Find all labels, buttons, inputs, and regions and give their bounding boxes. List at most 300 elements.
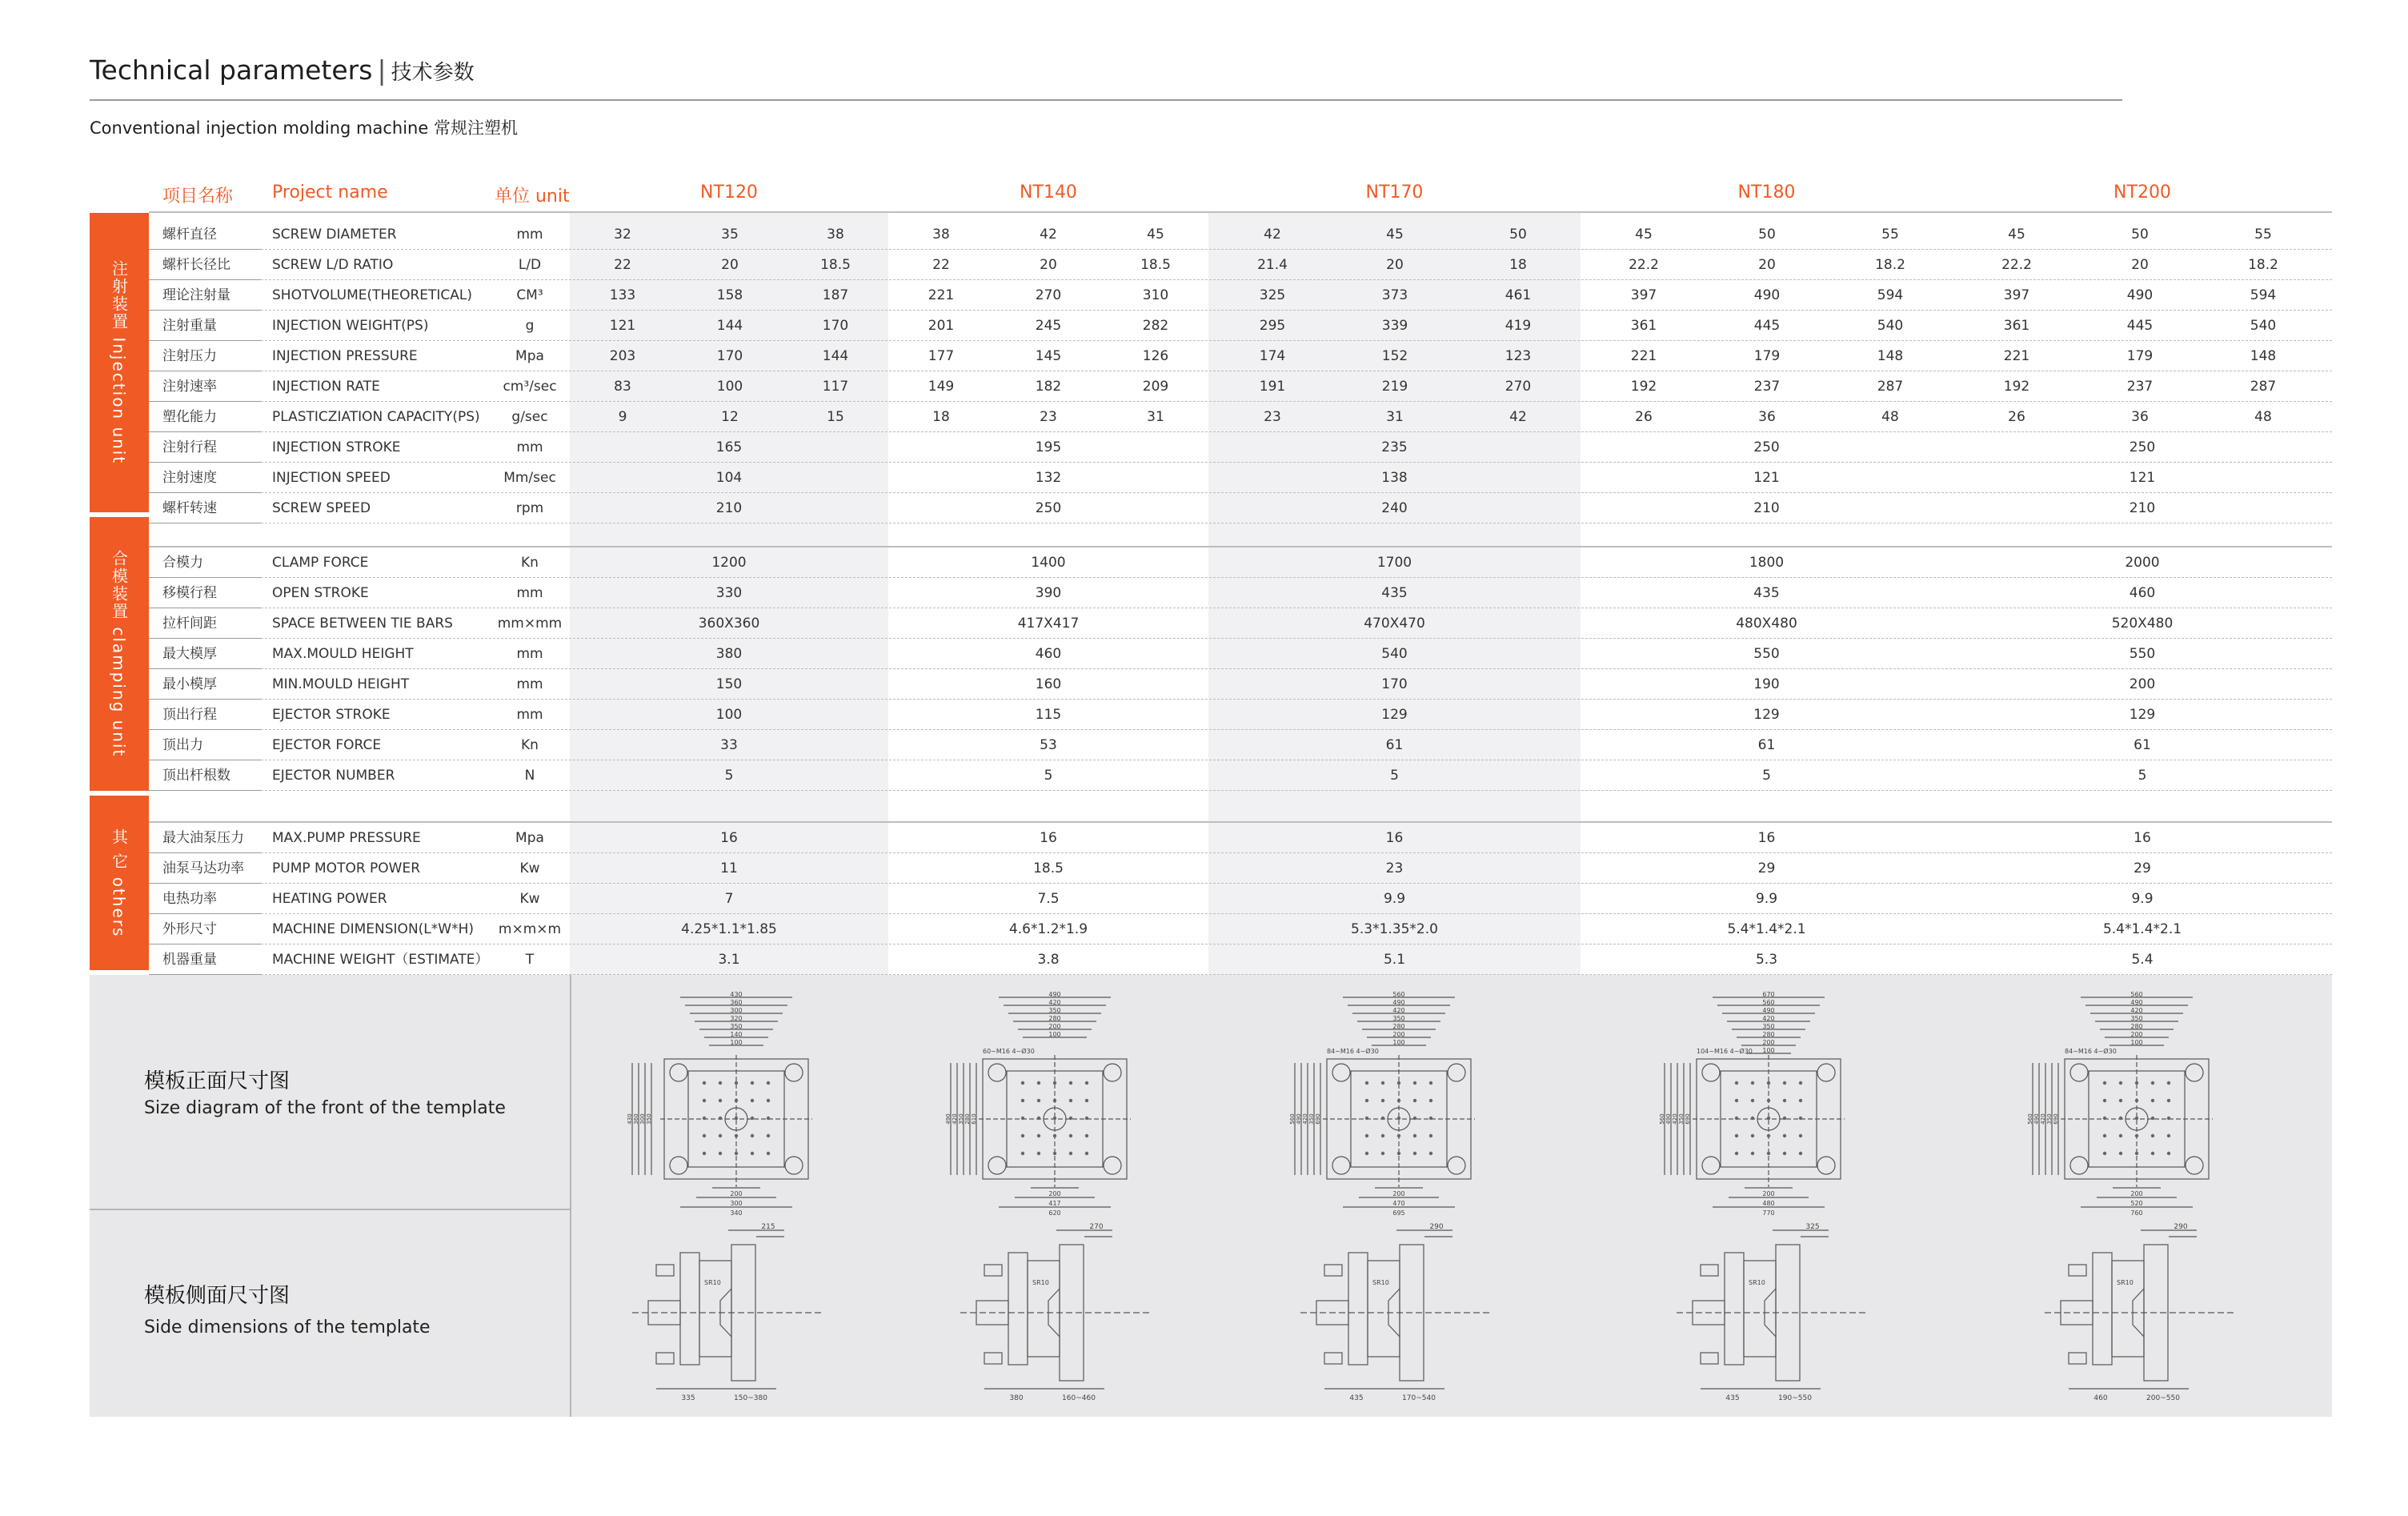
value-cell: 115 <box>1035 707 1062 723</box>
model-header-1: NT140 <box>1020 182 1077 203</box>
table-row <box>149 639 2332 669</box>
svg-text:200~550: 200~550 <box>2146 1394 2180 1402</box>
value-cell: 1200 <box>711 555 747 571</box>
value-cell: 250 <box>1035 500 1062 516</box>
side-diagram-subtitle: Side dimensions of the template <box>144 1317 431 1338</box>
side-template-drawing <box>624 1221 848 1413</box>
svg-text:690: 690 <box>2053 1113 2059 1125</box>
value-cell: 26 <box>2008 409 2025 425</box>
value-cell: 18.5 <box>1140 257 1171 273</box>
svg-text:435: 435 <box>1725 1394 1740 1402</box>
svg-text:SR10: SR10 <box>2117 1279 2134 1286</box>
row-label-en: INJECTION STROKE <box>272 439 401 455</box>
header-project-name: Project name <box>272 182 388 203</box>
value-cell: 195 <box>1035 439 1062 455</box>
svg-text:300: 300 <box>730 1007 743 1014</box>
model-header-0: NT120 <box>700 182 758 203</box>
value-cell: 38 <box>932 227 950 243</box>
svg-text:100: 100 <box>1392 1039 1405 1046</box>
svg-text:325: 325 <box>1805 1223 1820 1231</box>
row-label-cn: 最大油泵压力 <box>162 830 244 846</box>
value-cell: 5.3 <box>1755 952 1778 968</box>
value-cell: 490 <box>2126 287 2154 303</box>
value-cell: 480X480 <box>1736 616 1797 632</box>
value-cell: 121 <box>609 318 636 334</box>
svg-text:560: 560 <box>1289 1113 1296 1125</box>
svg-text:490: 490 <box>1762 1007 1775 1014</box>
value-cell: 144 <box>716 318 743 334</box>
svg-text:560: 560 <box>2130 991 2143 998</box>
svg-text:350: 350 <box>1392 1015 1405 1022</box>
value-cell: 3.1 <box>718 952 740 968</box>
value-cell: 5.4*1.4*2.1 <box>2102 921 2182 937</box>
row-label-en: INJECTION SPEED <box>272 470 391 486</box>
table-row <box>149 944 2332 975</box>
value-cell: 9 <box>618 409 627 425</box>
value-cell: 203 <box>609 348 636 364</box>
svg-text:270: 270 <box>1089 1223 1104 1231</box>
value-cell: 282 <box>1142 318 1169 334</box>
value-cell: 148 <box>1877 348 1904 364</box>
value-cell: 5 <box>1044 768 1053 784</box>
row-label-en: MACHINE WEIGHT（ESTIMATE） <box>272 952 489 968</box>
svg-text:420: 420 <box>952 1113 958 1125</box>
value-cell: 330 <box>715 585 743 601</box>
value-cell: 594 <box>1877 287 1904 303</box>
table-row <box>149 760 2332 791</box>
svg-text:150~380: 150~380 <box>734 1394 767 1402</box>
value-cell: 7.5 <box>1037 891 1060 907</box>
svg-text:350: 350 <box>1048 1007 1061 1014</box>
value-cell: 20 <box>1040 257 1057 273</box>
value-cell: 117 <box>822 379 849 395</box>
value-cell: 48 <box>2254 409 2272 425</box>
value-cell: 1800 <box>1749 555 1785 571</box>
value-cell: 270 <box>1504 379 1532 395</box>
value-cell: 22 <box>614 257 631 273</box>
svg-text:200: 200 <box>1392 1031 1405 1038</box>
value-cell: 20 <box>1386 257 1404 273</box>
svg-text:100: 100 <box>2130 1039 2143 1046</box>
value-cell: 16 <box>2134 830 2151 846</box>
value-cell: 325 <box>1259 287 1286 303</box>
value-cell: 192 <box>2003 379 2030 395</box>
row-label-cn: 顶出行程 <box>162 707 217 723</box>
row-label-cn: 螺杆转速 <box>162 500 217 516</box>
row-label-en: MAX.MOULD HEIGHT <box>272 646 414 662</box>
svg-text:170~540: 170~540 <box>1402 1394 1436 1402</box>
row-unit: mm <box>516 646 543 662</box>
value-cell: 594 <box>2250 287 2277 303</box>
page-title: Technical parameters | 技术参数 <box>90 54 475 86</box>
value-cell: 20 <box>1758 257 1776 273</box>
value-cell: 18.2 <box>2248 257 2278 273</box>
value-cell: 126 <box>1142 348 1169 364</box>
value-cell: 540 <box>2250 318 2277 334</box>
svg-text:350: 350 <box>1678 1113 1685 1125</box>
value-cell: 16 <box>1385 830 1404 846</box>
value-cell: 435 <box>1753 585 1780 601</box>
value-cell: 18.2 <box>1875 257 1905 273</box>
value-cell: 201 <box>928 318 955 334</box>
row-label-cn: 外形尺寸 <box>162 921 217 937</box>
row-label-cn: 最大模厚 <box>162 646 217 662</box>
value-cell: 520X480 <box>2111 616 2174 632</box>
svg-text:60~M16 4~Ø30: 60~M16 4~Ø30 <box>983 1048 1035 1055</box>
value-cell: 144 <box>822 348 849 364</box>
table-row <box>149 608 2332 639</box>
value-cell: 83 <box>614 379 631 395</box>
row-label-en: PLASTICZIATION CAPACITY(PS) <box>272 409 480 425</box>
svg-text:280: 280 <box>1762 1031 1775 1038</box>
value-cell: 397 <box>1630 287 1657 303</box>
svg-text:460: 460 <box>2093 1394 2108 1402</box>
value-cell: 23 <box>1040 409 1057 425</box>
value-cell: 417X417 <box>1017 616 1080 632</box>
table-row <box>149 463 2332 493</box>
value-cell: 240 <box>1381 500 1408 516</box>
value-cell: 5 <box>1390 768 1399 784</box>
svg-text:SR10: SR10 <box>704 1279 721 1286</box>
row-unit: Kn <box>521 555 539 571</box>
svg-text:280: 280 <box>1048 1015 1061 1022</box>
svg-text:320: 320 <box>730 1015 743 1022</box>
row-label-en: MACHINE DIMENSION(L*W*H) <box>272 921 474 937</box>
value-cell: 16 <box>720 830 738 846</box>
value-cell: 187 <box>822 287 849 303</box>
svg-text:SR10: SR10 <box>1032 1279 1049 1286</box>
side-diagram-title: 模板侧面尺寸图 <box>144 1284 290 1308</box>
value-cell: 250 <box>2129 439 2156 455</box>
value-cell: 18.5 <box>820 257 851 273</box>
svg-text:420: 420 <box>2040 1113 2046 1125</box>
svg-text:280: 280 <box>1392 1023 1405 1030</box>
value-cell: 150 <box>715 676 743 692</box>
row-label-en: INJECTION RATE <box>272 379 380 395</box>
value-cell: 190 <box>1753 676 1780 692</box>
value-cell: 419 <box>1504 318 1532 334</box>
row-unit: mm <box>516 585 543 601</box>
row-unit: mm <box>516 227 543 243</box>
svg-text:420: 420 <box>1392 1007 1405 1014</box>
svg-text:350: 350 <box>2130 1015 2143 1022</box>
value-cell: 20 <box>721 257 739 273</box>
table-row <box>149 700 2332 730</box>
svg-text:200: 200 <box>1392 1190 1405 1197</box>
svg-text:770: 770 <box>1762 1209 1775 1217</box>
value-cell: 5.4*1.4*2.1 <box>1727 921 1806 937</box>
table-row <box>149 280 2332 311</box>
row-unit: T <box>525 952 535 968</box>
svg-text:84~M16 4~Ø30: 84~M16 4~Ø30 <box>2065 1048 2117 1055</box>
svg-text:620: 620 <box>1048 1209 1061 1217</box>
value-cell: 55 <box>2254 227 2272 243</box>
svg-text:160~460: 160~460 <box>1062 1394 1096 1402</box>
value-cell: 21.4 <box>1257 257 1288 273</box>
value-cell: 295 <box>1259 318 1286 334</box>
value-cell: 490 <box>1753 287 1781 303</box>
row-label-en: INJECTION PRESSURE <box>272 348 418 364</box>
diagram-divider-horizontal <box>90 1209 570 1210</box>
value-cell: 250 <box>1753 439 1780 455</box>
row-label-cn: 机器重量 <box>162 952 217 968</box>
svg-text:300: 300 <box>639 1113 646 1125</box>
value-cell: 210 <box>1753 500 1780 516</box>
value-cell: 104 <box>715 470 743 486</box>
svg-text:610: 610 <box>971 1113 977 1125</box>
row-label-en: SHOTVOLUME(THEORETICAL) <box>272 287 473 303</box>
svg-text:690: 690 <box>1685 1113 1691 1125</box>
value-cell: 170 <box>1381 676 1408 692</box>
svg-text:760: 760 <box>2130 1209 2143 1217</box>
svg-text:200: 200 <box>1762 1039 1775 1046</box>
table-row <box>149 493 2332 523</box>
svg-text:470: 470 <box>1392 1200 1405 1207</box>
value-cell: 310 <box>1142 287 1169 303</box>
row-label-cn: 注射速度 <box>162 470 217 486</box>
table-row <box>149 219 2332 250</box>
value-cell: 31 <box>1386 409 1404 425</box>
row-unit: Mpa <box>515 348 544 364</box>
row-unit: mm <box>516 676 543 692</box>
table-row <box>149 432 2332 463</box>
row-label-cn: 注射行程 <box>162 439 217 455</box>
value-cell: 460 <box>2129 585 2156 601</box>
value-cell: 36 <box>2131 409 2149 425</box>
svg-text:690: 690 <box>1315 1113 1321 1125</box>
svg-text:420: 420 <box>1048 999 1061 1006</box>
svg-text:200: 200 <box>2130 1031 2143 1038</box>
section-label-1: 合模装置 clamping unit <box>109 550 129 758</box>
row-label-cn: 螺杆长径比 <box>162 257 230 273</box>
value-cell: 5.3*1.35*2.0 <box>1351 921 1438 937</box>
row-label-en: INJECTION WEIGHT(PS) <box>272 318 429 334</box>
front-diagram-title: 模板正面尺寸图 <box>144 1069 290 1093</box>
title-rule <box>90 99 2122 101</box>
svg-text:560: 560 <box>1392 991 1405 998</box>
value-cell: 38 <box>827 227 844 243</box>
value-cell: 123 <box>1504 348 1532 364</box>
value-cell: 3.8 <box>1037 952 1060 968</box>
row-unit: CM³ <box>516 287 543 303</box>
value-cell: 45 <box>1386 227 1404 243</box>
row-unit: mm <box>516 707 543 723</box>
row-label-cn: 合模力 <box>162 555 203 571</box>
row-label-cn: 电热功率 <box>162 891 217 907</box>
value-cell: 138 <box>1381 470 1408 486</box>
diagram-background <box>90 975 2332 1417</box>
front-diagram-subtitle: Size diagram of the front of the template <box>144 1098 506 1118</box>
value-cell: 245 <box>1035 318 1062 334</box>
value-cell: 48 <box>1881 409 1899 425</box>
value-cell: 16 <box>1040 830 1057 846</box>
svg-text:140: 140 <box>730 1031 743 1038</box>
value-cell: 5 <box>724 768 734 784</box>
value-cell: 61 <box>2134 737 2151 753</box>
svg-text:435: 435 <box>1349 1394 1364 1402</box>
value-cell: 174 <box>1259 348 1286 364</box>
svg-text:490: 490 <box>945 1113 952 1125</box>
value-cell: 50 <box>2131 227 2149 243</box>
value-cell: 45 <box>1635 227 1653 243</box>
value-cell: 235 <box>1381 439 1408 455</box>
svg-text:SR10: SR10 <box>1749 1279 1765 1286</box>
row-label-en: MIN.MOULD HEIGHT <box>272 676 410 692</box>
value-cell: 550 <box>2129 646 2156 662</box>
value-cell: 45 <box>2008 227 2025 243</box>
svg-text:100: 100 <box>1762 1047 1775 1054</box>
svg-text:350: 350 <box>646 1113 652 1125</box>
svg-text:380: 380 <box>1009 1394 1024 1402</box>
svg-text:350: 350 <box>1308 1113 1315 1125</box>
value-cell: 42 <box>1040 227 1057 243</box>
front-template-drawing <box>2017 983 2257 1223</box>
table-row <box>149 730 2332 760</box>
value-cell: 397 <box>2003 287 2030 303</box>
row-label-cn: 注射压力 <box>162 348 217 364</box>
value-cell: 221 <box>2003 348 2030 364</box>
value-cell: 361 <box>2003 318 2030 334</box>
svg-text:100: 100 <box>730 1039 743 1046</box>
svg-text:695: 695 <box>1392 1209 1405 1217</box>
value-cell: 170 <box>716 348 743 364</box>
row-unit: m×m×m <box>498 921 562 937</box>
value-cell: 360X360 <box>698 616 760 632</box>
svg-text:360: 360 <box>633 1113 639 1125</box>
value-cell: 540 <box>1877 318 1904 334</box>
svg-text:490: 490 <box>1665 1113 1672 1125</box>
table-row <box>149 371 2332 402</box>
value-cell: 1400 <box>1031 555 1066 571</box>
svg-text:100: 100 <box>1048 1031 1061 1038</box>
svg-text:417: 417 <box>1048 1200 1061 1207</box>
value-cell: 460 <box>1035 646 1062 662</box>
value-cell: 100 <box>716 379 743 395</box>
svg-text:84~M16 4~Ø30: 84~M16 4~Ø30 <box>1327 1048 1379 1055</box>
row-unit: Kw <box>519 860 540 876</box>
value-cell: 1700 <box>1376 555 1412 571</box>
row-unit: N <box>524 768 535 784</box>
value-cell: 461 <box>1504 287 1532 303</box>
value-cell: 170 <box>822 318 849 334</box>
value-cell: 42 <box>1509 409 1527 425</box>
value-cell: 237 <box>1753 379 1781 395</box>
row-label-cn: 移模行程 <box>162 585 217 601</box>
value-cell: 33 <box>720 737 738 753</box>
row-label-en: SCREW DIAMETER <box>272 227 397 243</box>
svg-text:560: 560 <box>2027 1113 2033 1125</box>
svg-text:200: 200 <box>730 1190 743 1197</box>
value-cell: 4.25*1.1*1.85 <box>681 921 777 937</box>
row-label-cn: 拉杆间距 <box>162 616 217 632</box>
value-cell: 121 <box>1753 470 1780 486</box>
svg-text:215: 215 <box>761 1223 775 1231</box>
row-label-cn: 最小模厚 <box>162 676 217 692</box>
row-label-en: OPEN STROKE <box>272 585 369 601</box>
row-unit: Mpa <box>515 830 544 846</box>
value-cell: 165 <box>715 439 743 455</box>
value-cell: 209 <box>1142 379 1169 395</box>
row-label-cn: 理论注射量 <box>162 287 230 303</box>
value-cell: 100 <box>715 707 743 723</box>
svg-text:420: 420 <box>1302 1113 1308 1125</box>
value-cell: 445 <box>1753 318 1781 334</box>
header-item-cn: 项目名称 <box>162 186 234 207</box>
value-cell: 18 <box>1509 257 1527 273</box>
svg-text:350: 350 <box>1762 1023 1775 1030</box>
table-row <box>149 669 2332 700</box>
table-row <box>149 884 2332 914</box>
row-unit: Kn <box>521 737 539 753</box>
value-cell: 470X470 <box>1364 616 1425 632</box>
svg-text:520: 520 <box>2130 1200 2143 1207</box>
value-cell: 191 <box>1259 379 1286 395</box>
svg-text:430: 430 <box>730 991 743 998</box>
table-row <box>149 914 2332 944</box>
svg-text:200: 200 <box>1048 1023 1061 1030</box>
row-unit: g <box>525 318 535 334</box>
front-template-drawing <box>1649 983 1889 1223</box>
value-cell: 11 <box>720 860 738 876</box>
value-cell: 121 <box>2129 470 2156 486</box>
section-label-2: 其 它 others <box>109 828 129 938</box>
row-label-en: MAX.PUMP PRESSURE <box>272 830 421 846</box>
svg-text:300: 300 <box>730 1200 743 1207</box>
value-cell: 22.2 <box>1629 257 1659 273</box>
value-cell: 23 <box>1264 409 1281 425</box>
value-cell: 22 <box>932 257 950 273</box>
value-cell: 390 <box>1035 585 1062 601</box>
value-cell: 15 <box>827 409 844 425</box>
row-unit: g/sec <box>511 409 548 425</box>
svg-text:280: 280 <box>2130 1023 2143 1030</box>
value-cell: 361 <box>1630 318 1657 334</box>
value-cell: 5 <box>1762 768 1771 784</box>
row-label-en: EJECTOR NUMBER <box>272 768 395 784</box>
row-label-en: SPACE BETWEEN TIE BARS <box>272 616 453 632</box>
value-cell: 339 <box>1381 318 1408 334</box>
svg-text:430: 430 <box>627 1113 633 1125</box>
svg-text:290: 290 <box>2174 1223 2188 1231</box>
value-cell: 42 <box>1264 227 1281 243</box>
svg-text:335: 335 <box>681 1394 695 1402</box>
svg-text:480: 480 <box>1762 1200 1775 1207</box>
value-cell: 237 <box>2126 379 2154 395</box>
value-cell: 31 <box>1147 409 1164 425</box>
row-label-en: PUMP MOTOR POWER <box>272 860 421 876</box>
front-template-drawing <box>935 983 1175 1223</box>
row-unit: cm³/sec <box>503 379 557 395</box>
table-row <box>149 547 2332 578</box>
table-row <box>149 402 2332 432</box>
value-cell: 380 <box>715 646 743 662</box>
row-unit: L/D <box>518 257 542 273</box>
model-header-3: NT180 <box>1737 182 1796 203</box>
svg-text:490: 490 <box>1392 999 1405 1006</box>
svg-text:670: 670 <box>1762 991 1775 998</box>
row-label-cn: 顶出力 <box>162 737 203 753</box>
value-cell: 35 <box>721 227 739 243</box>
row-unit: Mm/sec <box>503 470 556 486</box>
value-cell: 22.2 <box>2001 257 2032 273</box>
row-label-cn: 注射重量 <box>162 318 217 334</box>
svg-text:290: 290 <box>1429 1223 1444 1231</box>
row-label-en: EJECTOR FORCE <box>272 737 382 753</box>
value-cell: 129 <box>1381 707 1408 723</box>
row-label-cn: 螺杆直径 <box>162 227 217 243</box>
side-template-drawing <box>1292 1221 1517 1413</box>
value-cell: 9.9 <box>2131 891 2154 907</box>
